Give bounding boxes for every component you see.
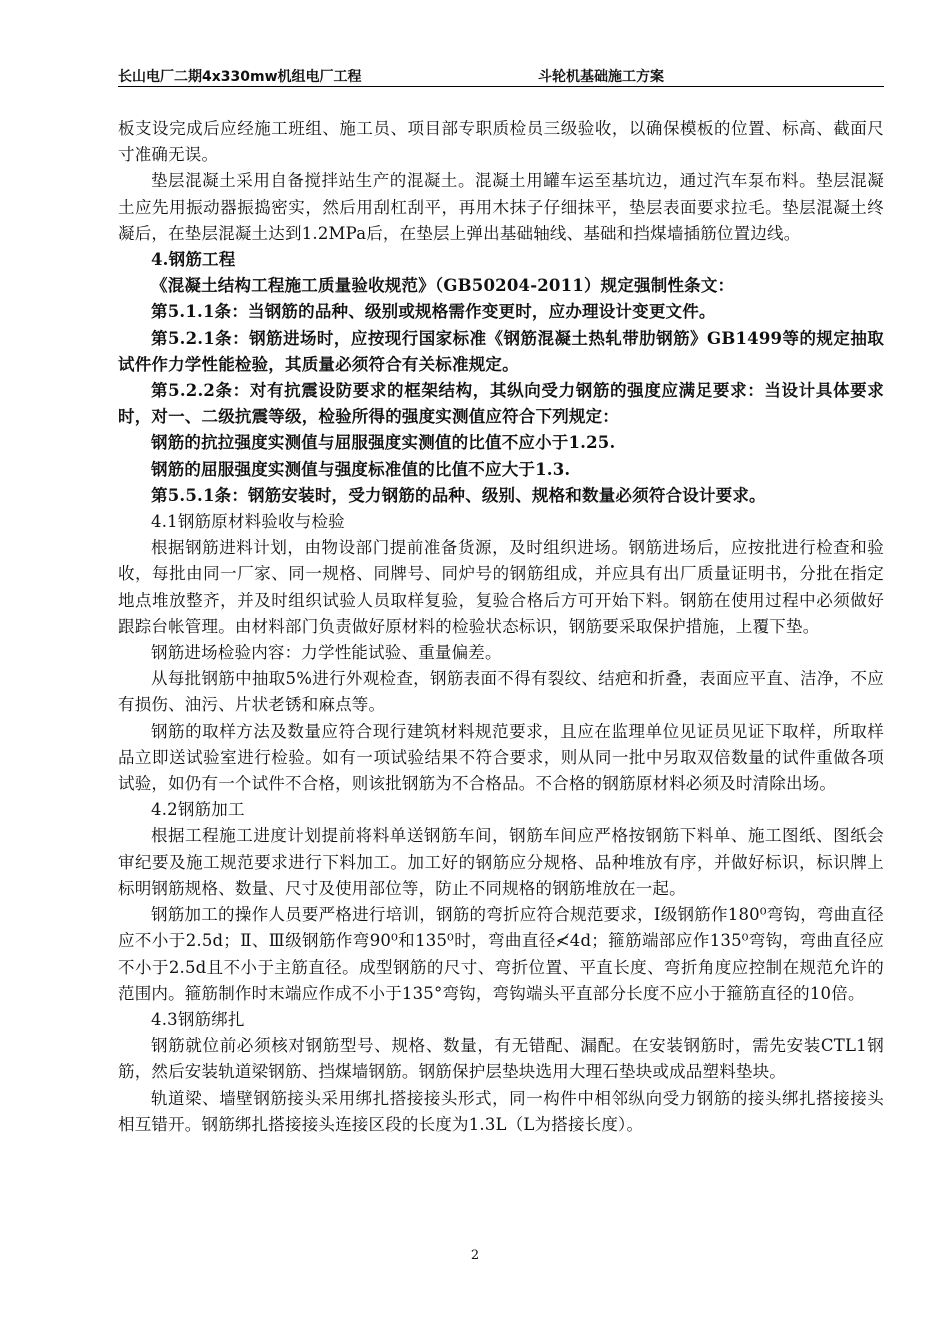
paragraph: 钢筋的屈服强度实测值与强度标准值的比值不应大于1.3. [151,459,571,479]
paragraph: 钢筋进场检验内容：力学性能试验、重量偏差。 [151,643,502,663]
paragraph: 《混凝土结构工程施工质量验收规范》（GB50204-2011）规定强制性条文： [151,276,735,296]
page-header [118,64,884,87]
paragraph: 垫层混凝土采用自备搅拌站生产的混凝土。混凝土用罐车运至基坑边，通过汽车泵布料。垫层混凝土应先用振动器振捣密实，然后用刮杠刮平，再用木抹子仔细抹平，垫层表面要求拉毛。垫层混凝土终凝后，在垫层混凝土达到1.2MPa后，在垫层上弹出基础轴线、基础和挡煤墙插筋位置边线。 [118,171,884,243]
subsection-heading: 4.3钢筋绑扎 [151,1009,245,1029]
subsection-heading: 4.1钢筋原材料验收与检验 [151,512,345,532]
paragraph: 从每批钢筋中抽取5%进行外观检查，钢筋表面不得有裂纹、结疤和折叠，表面应平直、洁净，不应有损伤、油污、片状老锈和麻点等。 [118,669,884,715]
paragraph: 轨道梁、墙壁钢筋接头采用绑扎搭接接头形式，同一构件中相邻纵向受力钢筋的接头绑扎搭接接头相互错开。钢筋绑扎搭接接头连接区段的长度为1.3L（L为搭接长度）。 [118,1088,884,1134]
header-document-title: 斗轮机基础施工方案 [538,69,664,85]
header-project-title: 长山电厂二期4x330mw机组电厂工程 [118,69,362,85]
paragraph: 钢筋就位前必须核对钢筋型号、规格、数量，有无错配、漏配。在安装钢筋时，需先安装CTL1钢筋，然后安装轨道梁钢筋、挡煤墙钢筋。钢筋保护层垫块选用大理石垫块或成品塑料垫块。 [118,1036,884,1082]
page-number: 2 [470,1248,480,1263]
paragraph: 第5.5.1条：钢筋安装时，受力钢筋的品种、级别、规格和数量必须符合设计要求。 [151,485,766,505]
subsection-heading: 4.2钢筋加工 [151,800,245,820]
paragraph: 根据工程施工进度计划提前将料单送钢筋车间，钢筋车间应严格按钢筋下料单、施工图纸、图纸会审纪要及施工规范要求进行下料加工。加工好的钢筋应分规格、品种堆放有序，并做好标识，标识牌上标明钢筋规格、数量、尺寸及使用部位等，防止不同规格的钢筋堆放在一起。 [118,826,884,898]
paragraph: 钢筋加工的操作人员要严格进行培训，钢筋的弯折应符合规范要求，Ⅰ级钢筋作180⁰弯钩，弯曲直径应不小于2.5d；Ⅱ、Ⅲ级钢筋作弯90⁰和135⁰时，弯曲直径≮4d；箍筋端部应作135⁰弯钩，弯曲直径应不小于2.5d且不小于主筋直径。成型钢筋的尺寸、弯折位置、平直长度、弯折角度应控制在规范允许的范围内。箍筋制作时末端应作成不小于135°弯钩，弯钩端头平直部分长度不应小于箍筋直径的10倍。 [118,905,884,1003]
paragraph: 第5.2.1条：钢筋进场时，应按现行国家标准《钢筋混凝土热轧带肋钢筋》GB1499等的规定抽取试件作力学性能检验，其质量必须符合有关标准规定。 [118,328,884,374]
paragraph: 第5.1.1条：当钢筋的品种、级别或规格需作变更时，应办理设计变更文件。 [151,302,716,322]
paragraph: 第5.2.2条：对有抗震设防要求的框架结构，其纵向受力钢筋的强度应满足要求：当设计具体要求时，对一、二级抗震等级，检验所得的强度实测值应符合下列规定： [118,381,884,427]
paragraph: 板支设完成后应经施工班组、施工员、项目部专职质检员三级验收，以确保模板的位置、标高、截面尺寸准确无误。 [118,119,884,165]
paragraph: 钢筋的取样方法及数量应符合现行建筑材料规范要求，且应在监理单位见证员见证下取样，所取样品立即送试验室进行检验。如有一项试验结果不符合要求，则从同一批中另取双倍数量的试件重做各项试验，如仍有一个试件不合格，则该批钢筋为不合格品。不合格的钢筋原材料必须及时清除出场。 [118,721,884,794]
document-body [118,116,884,1138]
section-heading: 4.钢筋工程 [151,250,236,270]
paragraph: 根据钢筋进料计划，由物设部门提前准备货源，及时组织进场。钢筋进场后，应按批进行检查和验收，每批由同一厂家、同一规格、同牌号、同炉号的钢筋组成，并应具有出厂质量证明书，分批在指定地点堆放整齐，并及时组织试验人员取样复验，复验合格后方可开始下料。钢筋在使用过程中必须做好跟踪台帐管理。由材料部门负责做好原材料的检验状态标识，钢筋要采取保护措施，上覆下垫。 [118,538,884,636]
paragraph: 钢筋的抗拉强度实测值与屈服强度实测值的比值不应小于1.25. [151,433,616,453]
